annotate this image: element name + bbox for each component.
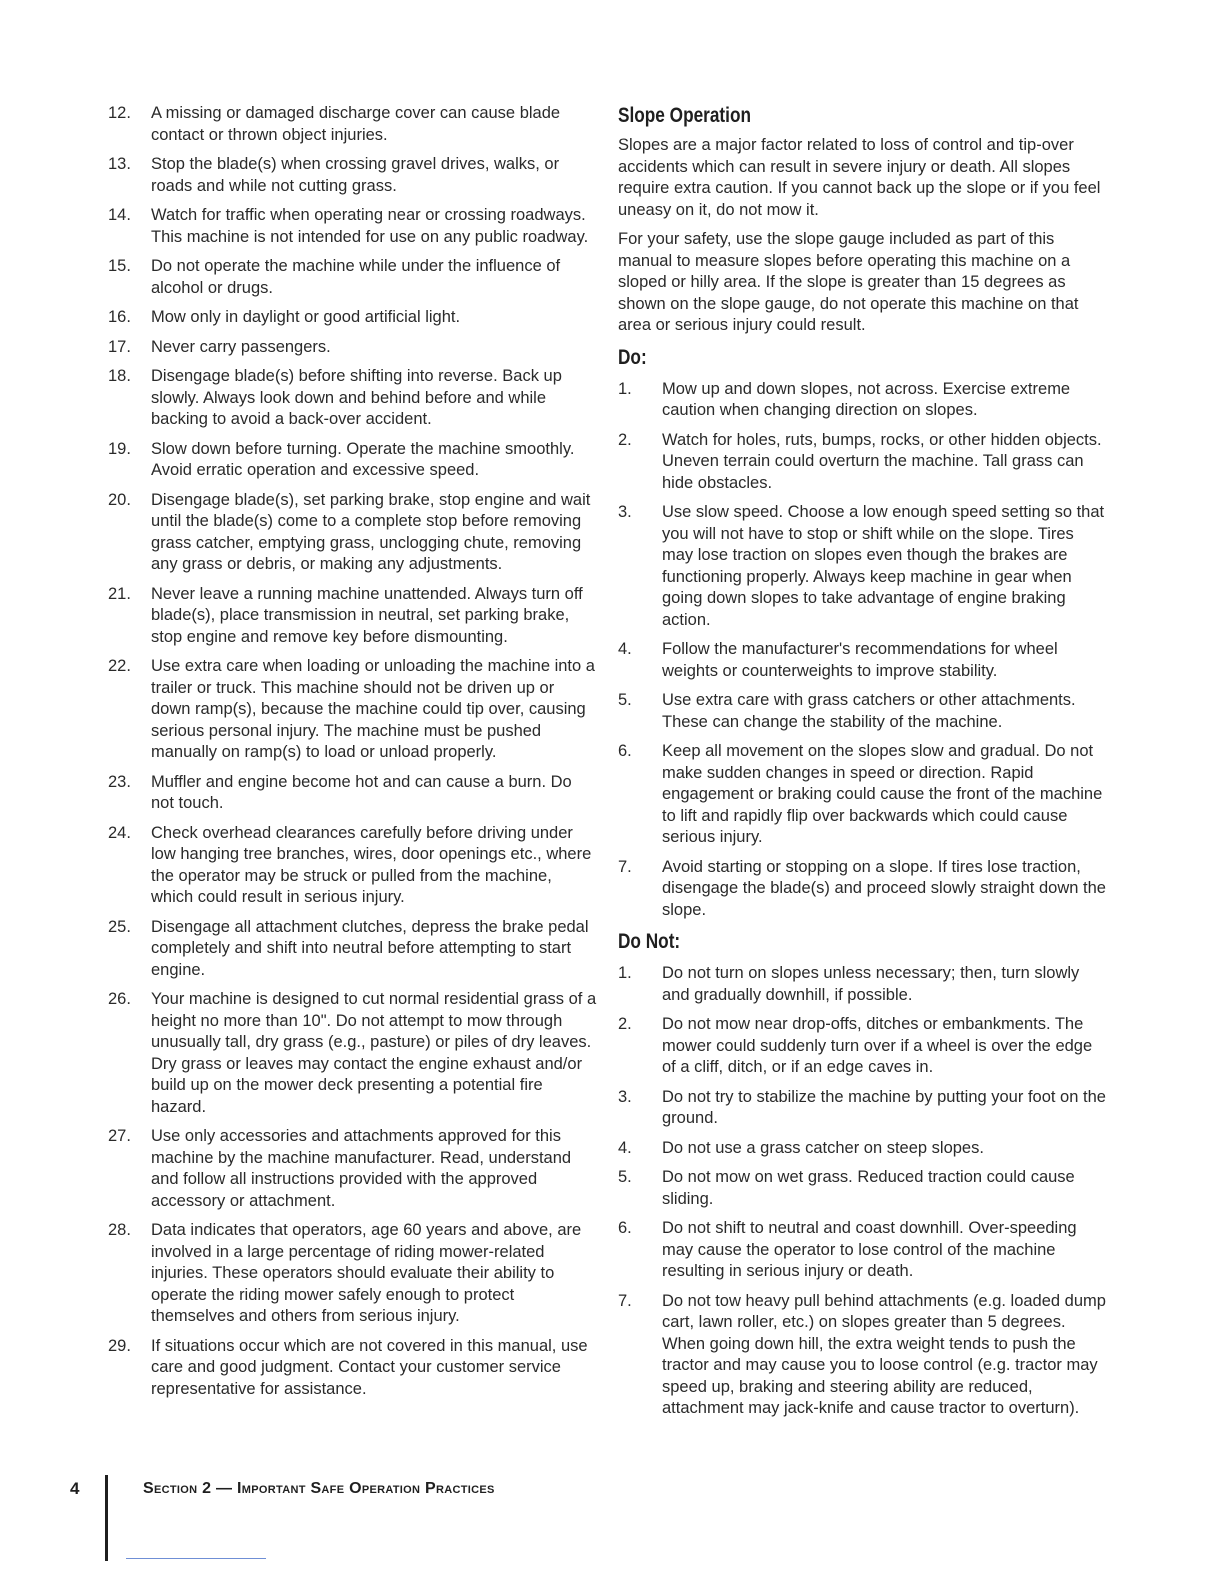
list-item bbox=[108, 1220, 598, 1328]
item-text: A missing or damaged discharge cover can cause blade contact or thrown object injuries. bbox=[151, 104, 561, 144]
list-item bbox=[618, 1167, 1108, 1210]
item-number: 13. bbox=[108, 155, 131, 173]
item-number: 3. bbox=[618, 503, 632, 521]
item-number: 24. bbox=[108, 823, 131, 842]
footer-divider bbox=[105, 1475, 108, 1561]
item-text: Use slow speed. Choose a low enough speed setting so that you will not have to stop or shift while on the slope. Tires may lose traction on slopes even though the brakes are functioning properly. Always keep machine in gear when going down slopes to take advantage of engine braking action. bbox=[662, 503, 1105, 629]
item-text: Do not operate the machine while under the influence of alcohol or drugs. bbox=[151, 257, 561, 297]
list-item bbox=[108, 772, 598, 815]
item-text: Do not turn on slopes unless necessary; then, turn slowly and gradually downhill, if possible. bbox=[662, 964, 1080, 1004]
bottom-rule bbox=[126, 1558, 266, 1559]
item-number: 16. bbox=[108, 308, 131, 326]
item-number: 7. bbox=[618, 857, 632, 876]
item-number: 23. bbox=[108, 772, 131, 791]
list-item bbox=[108, 1126, 598, 1212]
list-item bbox=[618, 1087, 1108, 1130]
left-column bbox=[108, 103, 598, 1408]
item-text: Keep all movement on the slopes slow and gradual. Do not make sudden changes in speed or direction. Rapid engagement or braking could cause the front of the machine to lift and rapidly flip over backwards which could cause serious injury. bbox=[662, 742, 1103, 846]
slope-operation-heading: Slope Operation bbox=[618, 104, 751, 127]
safety-list bbox=[108, 103, 598, 1400]
list-item bbox=[618, 639, 1108, 682]
list-item bbox=[108, 490, 598, 576]
item-number: 27. bbox=[108, 1127, 131, 1145]
item-text: Disengage all attachment clutches, depress the brake pedal completely and shift into neutral before attempting to start engine. bbox=[151, 917, 589, 979]
list-item bbox=[618, 690, 1108, 733]
list-item bbox=[618, 1014, 1108, 1079]
item-text: Do not shift to neutral and coast downhill. Over-speeding may cause the operator to lose control of the machine resulting in serious injury or death. bbox=[662, 1219, 1077, 1280]
item-number: 17. bbox=[108, 337, 131, 356]
item-text: Avoid starting or stopping on a slope. If tires lose traction, disengage the blade(s) and proceed slowly straight down the slope. bbox=[662, 857, 1106, 919]
item-number: 21. bbox=[108, 584, 131, 603]
list-item bbox=[108, 205, 598, 248]
item-text: Mow up and down slopes, not across. Exercise extreme caution when changing direction on slopes. bbox=[662, 379, 1071, 419]
list-item bbox=[108, 656, 598, 764]
item-number: 6. bbox=[618, 742, 632, 760]
item-number: 19. bbox=[108, 439, 131, 458]
item-text: Do not use a grass catcher on steep slopes. bbox=[662, 1138, 984, 1157]
item-text: Disengage blade(s) before shifting into reverse. Back up slowly. Always look down and behind before and while backing to avoid a back-over accident. bbox=[151, 367, 562, 428]
page-footer bbox=[70, 1475, 670, 1565]
item-number: 22. bbox=[108, 657, 131, 675]
slope-intro-paragraph: Slopes are a major factor related to loss of control and tip-over accidents which can result in severe injury or death. All slopes require extra caution. If you cannot back up the slope or if you feel uneasy on it, do not mow it. bbox=[618, 136, 1101, 219]
item-number: 4. bbox=[618, 640, 632, 658]
item-text: Watch for traffic when operating near or crossing roadways. This machine is not intended for use on any public roadway. bbox=[151, 206, 589, 246]
item-text: Slow down before turning. Operate the machine smoothly. Avoid erratic operation and excessive speed. bbox=[151, 439, 575, 479]
item-text: Stop the blade(s) when crossing gravel drives, walks, or roads and while not cutting grass. bbox=[151, 155, 560, 195]
list-item bbox=[108, 154, 598, 197]
list-item bbox=[108, 823, 598, 909]
item-number: 14. bbox=[108, 206, 131, 224]
list-item bbox=[108, 337, 598, 359]
item-text: Do not try to stabilize the machine by putting your foot on the ground. bbox=[662, 1087, 1106, 1127]
item-number: 20. bbox=[108, 490, 131, 509]
do-not-heading: Do Not: bbox=[618, 930, 681, 953]
item-text: Your machine is designed to cut normal residential grass of a height no more than 10". Do not attempt to mow through unusually tall, dry grass (e.g., pasture) or piles of dry leaves. Dry grass or leaves may contact the engine exhaust and/or build up on the mower deck presenting a potential fire hazard. bbox=[151, 990, 597, 1116]
item-text: Mow only in daylight or good artificial light. bbox=[151, 308, 461, 326]
item-text: Disengage blade(s), set parking brake, stop engine and wait until the blade(s) come to a complete stop before removing grass catcher, emptying grass, unclogging chute, removing any grass or debris, or making any adjustments. bbox=[151, 490, 591, 573]
item-number: 2. bbox=[618, 1015, 632, 1033]
list-item bbox=[618, 741, 1108, 849]
page-number: 4 bbox=[70, 1479, 80, 1498]
item-text: Use extra care when loading or unloading the machine into a trailer or truck. This machine should not be driven up or down ramp(s), because the machine could tip over, causing serious personal injury. The machine must be pushed manually on ramp(s) to load or unload properly. bbox=[151, 657, 595, 761]
list-item bbox=[618, 379, 1108, 422]
list-item bbox=[618, 1291, 1108, 1420]
do-heading: Do: bbox=[618, 345, 647, 369]
item-number: 2. bbox=[618, 430, 632, 449]
item-text: Do not mow on wet grass. Reduced traction could cause sliding. bbox=[662, 1168, 1075, 1208]
item-text: Check overhead clearances carefully before driving under low hanging tree branches, wires, door openings etc., where the operator may be struck or pulled from the machine, which could result in serious injury. bbox=[151, 823, 592, 906]
item-number: 29. bbox=[108, 1336, 131, 1355]
list-item bbox=[618, 963, 1108, 1006]
item-number: 6. bbox=[618, 1219, 632, 1237]
list-item bbox=[108, 103, 598, 146]
item-number: 4. bbox=[618, 1138, 632, 1157]
item-number: 26. bbox=[108, 990, 131, 1008]
item-text: Watch for holes, ruts, bumps, rocks, or other hidden objects. Uneven terrain could overturn the machine. Tall grass can hide obstacles. bbox=[662, 430, 1102, 492]
item-number: 15. bbox=[108, 257, 131, 275]
item-text: Never carry passengers. bbox=[151, 337, 331, 356]
list-item bbox=[108, 917, 598, 982]
item-text: Use only accessories and attachments approved for this machine by the machine manufacturer. Read, understand and follow all instructions provided with the approved accessory or attachment. bbox=[151, 1127, 572, 1210]
list-item bbox=[108, 256, 598, 299]
item-number: 5. bbox=[618, 691, 632, 709]
list-item bbox=[108, 366, 598, 431]
item-text: Do not mow near drop-offs, ditches or embankments. The mower could suddenly turn over if a wheel is over the edge of a cliff, ditch, or if an edge caves in. bbox=[662, 1015, 1093, 1076]
item-text: Use extra care with grass catchers or other attachments. These can change the stability of the machine. bbox=[662, 691, 1076, 731]
list-item bbox=[618, 1138, 1108, 1160]
item-number: 12. bbox=[108, 104, 131, 122]
item-text: Never leave a running machine unattended. Always turn off blade(s), place transmission in neutral, set parking brake, stop engine and remove key before dismounting. bbox=[151, 584, 583, 646]
item-text: Follow the manufacturer's recommendations for wheel weights or counterweights to improve stability. bbox=[662, 640, 1058, 680]
item-text: Data indicates that operators, age 60 years and above, are involved in a large percentage of riding mower-related injuries. These operators should evaluate their ability to operate the riding mower safely enough to protect themselves and others from serious injury. bbox=[151, 1221, 582, 1325]
section-title: Section 2 — Important Safe Operation Practices bbox=[143, 1480, 495, 1497]
item-number: 1. bbox=[618, 964, 632, 982]
list-item bbox=[108, 1336, 598, 1401]
slope-gauge-paragraph: For your safety, use the slope gauge included as part of this manual to measure slopes before operating this machine on a sloped or hilly area. If the slope is greater than 15 degrees as shown on the slope gauge, do not operate this machine on that area or serious injury could result. bbox=[618, 230, 1079, 334]
list-item bbox=[108, 989, 598, 1118]
item-number: 25. bbox=[108, 917, 131, 936]
right-column bbox=[618, 103, 1108, 1428]
list-item bbox=[618, 430, 1108, 495]
item-number: 5. bbox=[618, 1168, 632, 1186]
list-item bbox=[108, 307, 598, 329]
list-item bbox=[108, 584, 598, 649]
item-number: 18. bbox=[108, 367, 131, 385]
list-item bbox=[618, 502, 1108, 631]
item-number: 28. bbox=[108, 1221, 131, 1239]
list-item bbox=[618, 1218, 1108, 1283]
do-not-list bbox=[618, 963, 1108, 1420]
item-number: 3. bbox=[618, 1087, 632, 1106]
list-item bbox=[108, 439, 598, 482]
do-list bbox=[618, 379, 1108, 922]
list-item bbox=[618, 857, 1108, 922]
item-text: Do not tow heavy pull behind attachments (e.g. loaded dump cart, lawn roller, etc.) on slopes greater than 5 degrees. When going down hill, the extra weight tends to push the tractor and may cause you to loose control (e.g. tractor may speed up, braking and steering ability are reduced, attachment may jack-knife and cause tractor to overturn). bbox=[662, 1291, 1106, 1417]
item-text: If situations occur which are not covered in this manual, use care and good judgment. Contact your customer service representative for assistance. bbox=[151, 1336, 588, 1398]
item-text: Muffler and engine become hot and can cause a burn. Do not touch. bbox=[151, 772, 572, 812]
item-number: 1. bbox=[618, 379, 632, 398]
item-number: 7. bbox=[618, 1291, 632, 1310]
